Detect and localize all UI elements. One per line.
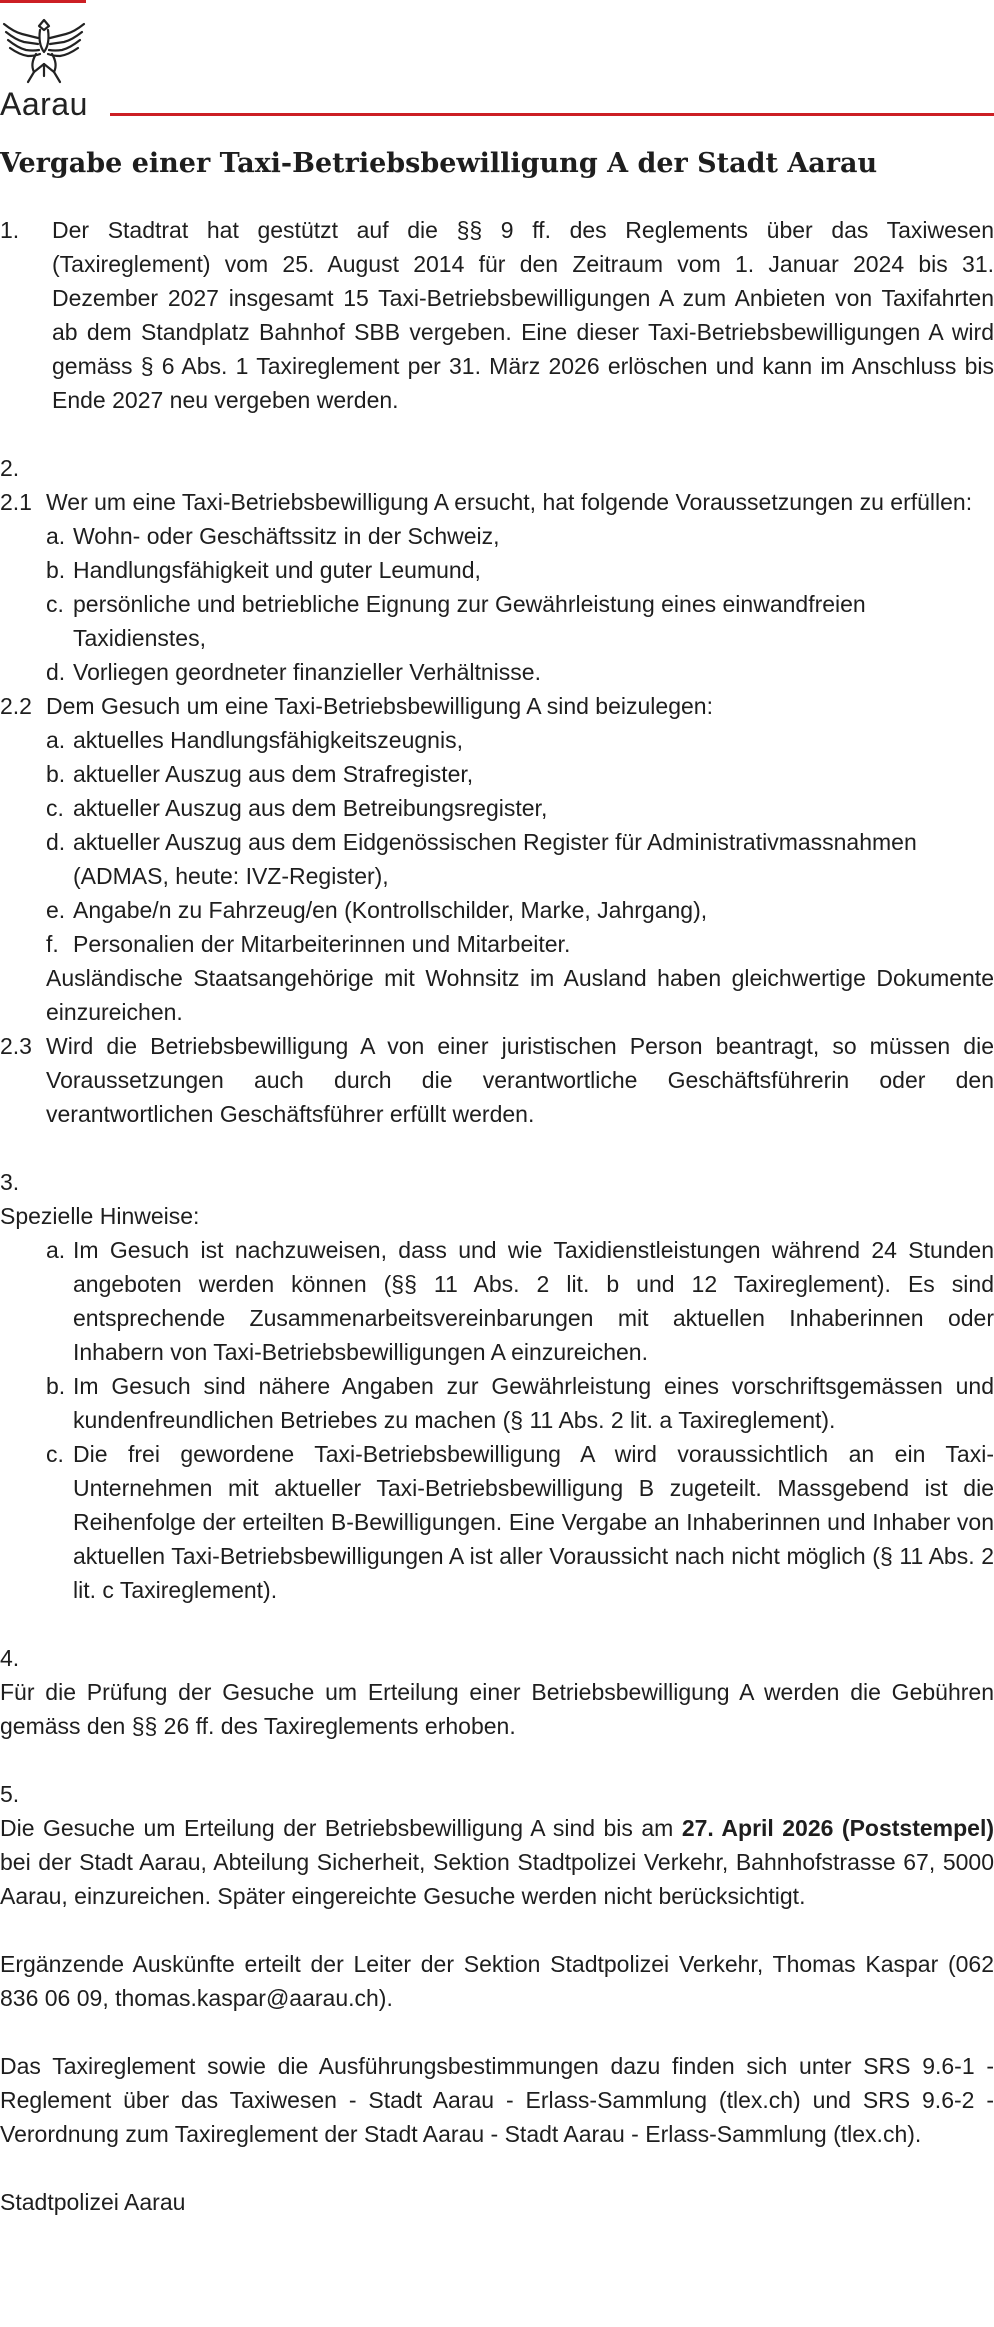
list-item: c. aktueller Auszug aus dem Betreibungsregister, <box>46 795 548 821</box>
section-3-heading: Spezielle Hinweise: <box>0 1203 200 1229</box>
document-body <box>0 213 994 2219</box>
list-item: e. Angabe/n zu Fahrzeug/en (Kontrollschilder, Marke, Jahrgang), <box>46 897 708 923</box>
subsection-2-1 <box>0 485 994 519</box>
section-1 <box>0 213 994 417</box>
deadline: 27. April 2026 (Poststempel) <box>681 1815 994 1841</box>
subsection-number: 2.2 <box>0 693 32 719</box>
list-item: c. Die frei gewordene Taxi-Betriebsbewilligung A wird voraussichtlich an ein Taxi-Unternehmen mit aktueller Taxi-Betriebsbewilligung B zugeteilt. Massgebend ist die Reihenfolge der erteilten B-Bewilligungen. Eine Vergabe an Inhaberinnen und Inhaber von aktuellen Taxi-Betriebsbewilligungen A ist aller Voraussicht nach nicht möglich (§ 11 Abs. 2 lit. c Taxireglement). <box>46 1441 994 1603</box>
section-3-number: 3. <box>0 1169 20 1195</box>
section-5-text: Die Gesuche um Erteilung der Betriebsbewilligung A sind bis am 27. April 2026 (Poststempel) bei der Stadt Aarau, Abteilung Sicherheit, Sektion Stadtpolizei Verkehr, Bahnhofstrasse 67, 5000 Aarau, einzureichen. Später eingereichte Gesuche werden nicht berücksichtigt. <box>0 1815 994 1909</box>
list-item: b. aktueller Auszug aus dem Strafregister, <box>46 761 474 787</box>
list-item: d. aktueller Auszug aus dem Eidgenössischen Register für Administrativmassnahmen (ADMAS, heute: IVZ-Register), <box>46 829 917 889</box>
header-top-rule <box>0 0 86 3</box>
section-text: Der Stadtrat hat gestützt auf die §§ 9 ff. des Reglements über das Taxiwesen (Taxireglement) vom 25. August 2014 für den Zeitraum vom 1. Januar 2024 bis 31. Dezember 2027 insgesamt 15 Taxi-Betriebsbewilligungen A zum Anbieten von Taxifahrten ab dem Standplatz Bahnhof SBB vergeben. Eine dieser Taxi-Betriebsbewilligungen A wird gemäss § 6 Abs. 1 Taxireglement per 31. März 2026 erlöschen und kann im Anschluss bis Ende 2027 neu vergeben werden. <box>52 217 994 413</box>
list-item: c. persönliche und betriebliche Eignung zur Gewährleistung eines einwandfreien Taxidienstes, <box>46 591 866 651</box>
contact-paragraph: Ergänzende Auskünfte erteilt der Leiter der Sektion Stadtpolizei Verkehr, Thomas Kaspar (062 836 06 09, thomas.kaspar@aarau.ch). <box>0 1951 994 2011</box>
subsection-intro: Wer um eine Taxi-Betriebsbewilligung A ersucht, hat folgende Voraussetzungen zu erfüllen: <box>46 489 973 515</box>
eagle-coat-of-arms-icon <box>0 12 88 96</box>
section-4-number: 4. <box>0 1645 20 1671</box>
list-item: d. Vorliegen geordneter finanzieller Verhältnisse. <box>46 659 541 685</box>
header-rule <box>110 113 994 116</box>
subsection-2-3 <box>0 1029 994 1131</box>
list-item: b. Im Gesuch sind nähere Angaben zur Gewährleistung eines vorschriftsgemässen und kundenfreundlichen Betriebes zu machen (§ 11 Abs. 2 lit. a Taxireglement). <box>46 1373 994 1433</box>
document-title: Vergabe einer Taxi-Betriebsbewilligung A der Stadt Aarau <box>0 148 878 179</box>
section-5-number: 5. <box>0 1781 20 1807</box>
list-item: f. Personalien der Mitarbeiterinnen und Mitarbeiter. <box>46 931 571 957</box>
list-item: a. Im Gesuch ist nachzuweisen, dass und wie Taxidienstleistungen während 24 Stunden angeboten werden können (§§ 11 Abs. 2 lit. b und 12 Taxireglement). Es sind entsprechende Zusammenarbeitsvereinbarungen mit aktuellen Inhaberinnen oder Inhabern von Taxi-Betriebsbewilligungen A einzureichen. <box>46 1237 994 1365</box>
subsection-2-2 <box>0 689 994 723</box>
list-item: a. aktuelles Handlungsfähigkeitszeugnis, <box>46 727 463 753</box>
subsection-number: 2.1 <box>0 489 32 515</box>
subsection-intro: Dem Gesuch um eine Taxi-Betriebsbewilligung A sind beizulegen: <box>46 693 713 719</box>
signature: Stadtpolizei Aarau <box>0 2189 186 2215</box>
subsection-text: Wird die Betriebsbewilligung A von einer juristischen Person beantragt, so müssen die Voraussetzungen auch durch die verantwortliche Geschäftsführerin oder den verantwortlichen Geschäftsführer erfüllt werden. <box>46 1033 994 1127</box>
city-name: Aarau <box>0 86 88 122</box>
section-2-number: 2. <box>0 455 20 481</box>
page-header <box>0 0 994 122</box>
list-item: b. Handlungsfähigkeit und guter Leumund, <box>46 557 481 583</box>
references-paragraph: Das Taxireglement sowie die Ausführungsbestimmungen dazu finden sich unter SRS 9.6-1 - Reglement über das Taxiwesen - Stadt Aarau - Erlass-Sammlung (tlex.ch) und SRS 9.6-2 - Verordnung zum Taxireglement der Stadt Aarau - Stadt Aarau - Erlass-Sammlung (tlex.ch). <box>0 2053 994 2147</box>
section-number: 1. <box>0 217 20 243</box>
section-4-text: Für die Prüfung der Gesuche um Erteilung einer Betriebsbewilligung A werden die Gebühren gemäss den §§ 26 ff. des Taxireglements erhoben. <box>0 1679 994 1739</box>
list-item: a. Wohn- oder Geschäftssitz in der Schweiz, <box>46 523 500 549</box>
subsection-note: Ausländische Staatsangehörige mit Wohnsitz im Ausland haben gleichwertige Dokumente einzureichen. <box>46 965 994 1025</box>
subsection-number: 2.3 <box>0 1033 32 1059</box>
